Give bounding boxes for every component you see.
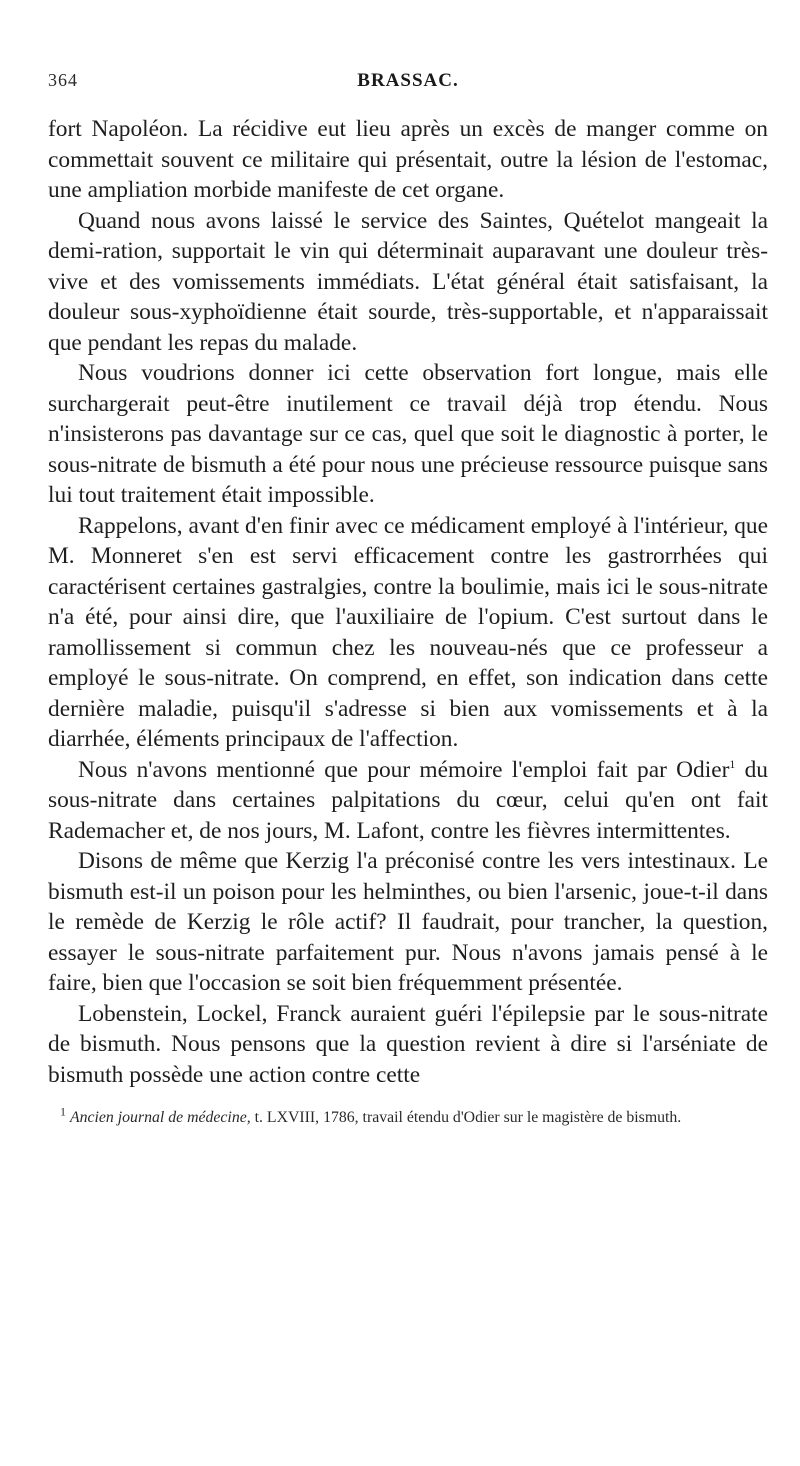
running-title: BRASSAC. <box>357 70 459 91</box>
body-text <box>48 114 768 1090</box>
paragraph-4: Rappelons, avant d'en finir avec ce médicament employé à l'intérieur, que M. Monneret s'en est servi efficacement contre les gastrorrhées qui caractérisent certaines gastralgies, contre la boulimie, mais ici le sous-nitrate n'a été, pour ainsi dire, que l'auxiliaire de l'opium. C'est surtout dans le ramollissement si commun chez les nouveau-nés que ce professeur a employé le sous-nitrate. On comprend, en effet, son indication dans cette dernière maladie, puisqu'il s'adresse si bien aux vomissements et à la diarrhée, éléments principaux de l'affection. <box>48 512 768 752</box>
paragraph-5 <box>48 755 768 847</box>
footnote-mark: 1 <box>60 1104 66 1119</box>
book-page <box>48 70 768 1450</box>
footnote-reference: 1 <box>729 756 736 771</box>
page-number: 364 <box>48 70 78 90</box>
paragraph-1: fort Napoléon. La récidive eut lieu après un excès de manger comme on commettait souvent ce militaire qui présentait, outre la lésion de l'estomac, une ampliation morbide manifeste de cet organe. <box>48 116 768 203</box>
footnote-text: t. LXVIII, 1786, travail étendu d'Odier sur le magistère de bismuth. <box>250 1109 682 1126</box>
paragraph-3: Nous voudrions donner ici cette observation fort longue, mais elle surchargerait peut-être inutilement ce travail déjà trop étendu. Nous n'insisterons pas davantage sur ce cas, quel que soit le diagnostic à porter, le sous-nitrate de bismuth a été pour nous une précieuse ressource puisque sans lui tout traitement était impossible. <box>48 360 768 508</box>
running-head <box>48 70 768 106</box>
paragraph-6: Disons de même que Kerzig l'a préconisé contre les vers intestinaux. Le bismuth est-il un poison pour les helminthes, ou bien l'arsenic, joue-t-il dans le remède de Kerzig le rôle actif? Il faudrait, pour trancher, la question, essayer le sous-nitrate parfaitement pur. Nous n'avons jamais pensé à le faire, bien que l'occasion se soit bien fréquemment présentée. <box>48 848 768 996</box>
footnote-journal-title: Ancien journal de médecine, <box>69 1109 251 1126</box>
paragraph-2: Quand nous avons laissé le service des Saintes, Quételot mangeait la demi-ration, supportait le vin qui déterminait auparavant une douleur très-vive et des vomissements immédiats. L'état général était satisfaisant, la douleur sous-xyphoïdienne était sourde, très-supportable, et n'apparaissait que pendant les repas du malade. <box>48 207 768 356</box>
footnotes <box>48 1104 768 1128</box>
paragraph-5-text-a: Nous n'avons mentionné que pour mémoire l'emploi fait par Odier <box>78 756 730 783</box>
paragraph-7: Lobenstein, Lockel, Franck auraient guéri l'épilepsie par le sous-nitrate de bismuth. Nous pensons que la question revient à dire si l'arséniate de bismuth possède une action contre cette <box>48 1000 768 1088</box>
footnote-1 <box>48 1104 768 1128</box>
paragraph-5-text-b: du sous-nitrate dans certaines palpitations du cœur, celui qu'en ont fait Rademacher et, de nos jours, M. Lafont, contre les fièvres intermittentes. <box>48 756 768 844</box>
